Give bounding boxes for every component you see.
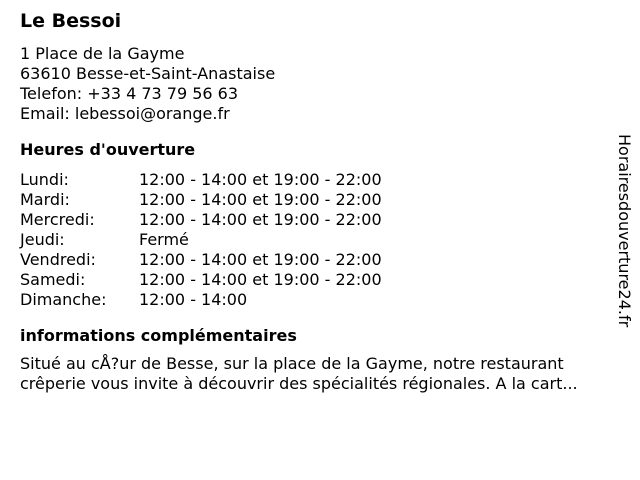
day-label: Lundi: [20, 170, 69, 189]
day-label: Jeudi: [20, 230, 65, 249]
day-label: Mardi: [20, 190, 70, 209]
day-label: Dimanche: [20, 290, 107, 309]
hours-row-dimanche [20, 290, 620, 310]
description-line: crêperie vous invite à découvrir des spécialités régionales. A la cart... [20, 374, 578, 393]
restaurant-name: Le Bessoi [20, 10, 122, 32]
hours-row-samedi [20, 270, 620, 290]
hours-table [20, 170, 620, 310]
address-street: 1 Place de la Gayme [20, 44, 185, 63]
time-range: 12:00 - 14:00 et 19:00 - 22:00 [139, 190, 382, 209]
day-label: Mercredi: [20, 210, 95, 229]
hours-row-mardi [20, 190, 620, 210]
phone-number: Telefon: +33 4 73 79 56 63 [20, 84, 239, 103]
site-watermark: Horairesdouverture24.fr [615, 134, 634, 328]
time-range: Fermé [139, 230, 189, 249]
hours-row-vendredi [20, 250, 620, 270]
hours-row-jeudi [20, 230, 620, 250]
info-heading: informations complémentaires [20, 326, 297, 345]
time-range: 12:00 - 14:00 et 19:00 - 22:00 [139, 210, 382, 229]
time-range: 12:00 - 14:00 et 19:00 - 22:00 [139, 270, 382, 289]
hours-row-lundi [20, 170, 620, 190]
day-label: Samedi: [20, 270, 86, 289]
hours-row-mercredi [20, 210, 620, 230]
hours-heading: Heures d'ouverture [20, 140, 196, 159]
email-address: Email: lebessoi@orange.fr [20, 104, 230, 123]
description-line: Situé au cÅ?ur de Besse, sur la place de la Gayme, notre restaurant [20, 354, 564, 373]
description [20, 354, 632, 394]
day-label: Vendredi: [20, 250, 96, 269]
time-range: 12:00 - 14:00 et 19:00 - 22:00 [139, 250, 382, 269]
time-range: 12:00 - 14:00 [139, 290, 248, 309]
address-city: 63610 Besse-et-Saint-Anastaise [20, 64, 276, 83]
business-card [20, 8, 620, 394]
time-range: 12:00 - 14:00 et 19:00 - 22:00 [139, 170, 382, 189]
contact-block [20, 44, 620, 124]
